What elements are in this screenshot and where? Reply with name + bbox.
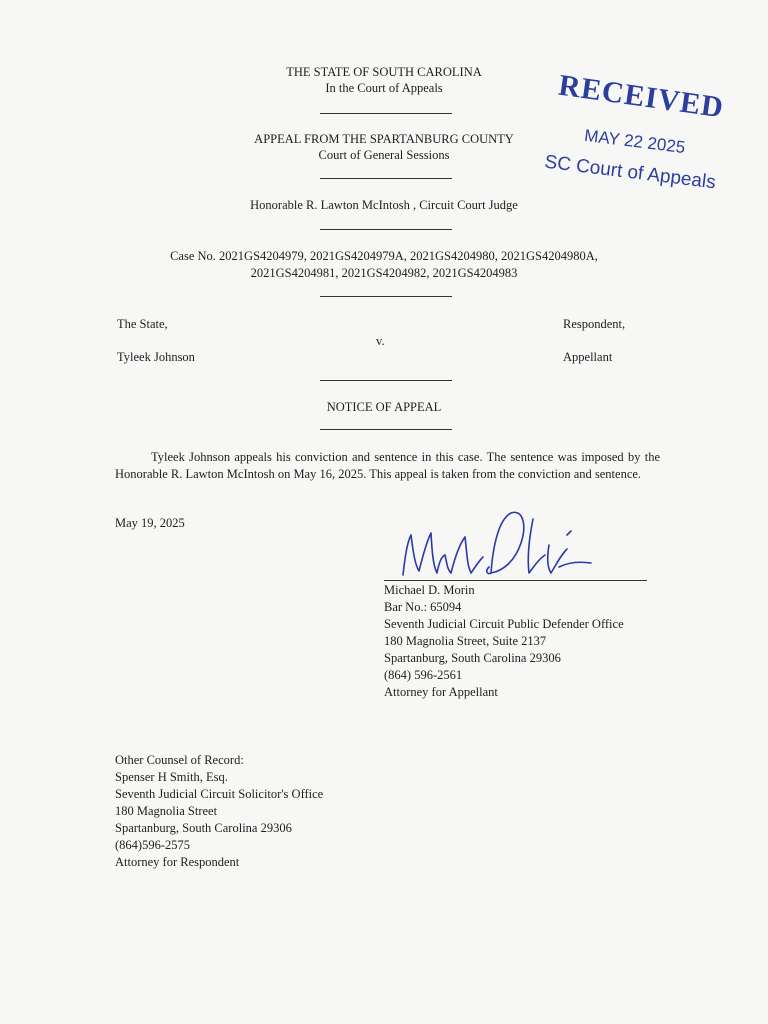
appeal-from-heading: APPEAL FROM THE SPARTANBURG COUNTY [254, 132, 514, 146]
divider [320, 113, 452, 114]
filing-date: May 19, 2025 [115, 516, 185, 530]
counsel-phone: (864)596-2575 [115, 838, 190, 852]
counsel-office: Seventh Judicial Circuit Solicitor's Office [115, 787, 324, 801]
handwritten-signature [395, 505, 595, 583]
signature-block [384, 582, 624, 701]
divider [320, 296, 452, 297]
counsel-address-line-2: Spartanburg, South Carolina 29306 [115, 821, 292, 835]
attorney-address-line-1: 180 Magnolia Street, Suite 2137 [384, 634, 547, 648]
bar-number: Bar No.: 65094 [384, 600, 462, 614]
attorney-name: Michael D. Morin [384, 583, 475, 597]
document-title: NOTICE OF APPEAL [326, 400, 442, 414]
case-numbers-line-2: 2021GS4204981, 2021GS4204982, 2021GS4204983 [250, 266, 518, 280]
counsel-role: Attorney for Respondent [115, 855, 240, 869]
judge-line: Honorable R. Lawton McIntosh , Circuit Court Judge [250, 198, 518, 212]
case-numbers-line-1: Case No. 2021GS4204979, 2021GS4204979A, 2021GS4204980, 2021GS4204980A, [170, 249, 598, 263]
other-counsel-heading: Other Counsel of Record: [115, 753, 244, 767]
defendant-name: Tyleek Johnson [117, 350, 195, 364]
other-counsel-block [115, 752, 323, 871]
attorney-office: Seventh Judicial Circuit Public Defender Office [384, 617, 624, 631]
stamp-court: SC Court of Appeals [543, 151, 717, 194]
attorney-address-line-2: Spartanburg, South Carolina 29306 [384, 651, 561, 665]
defendant-role: Appellant [563, 350, 613, 364]
signature-line [384, 580, 647, 581]
notice-body: Tyleek Johnson appeals his conviction and sentence in this case. The sentence was imposed by the Honorable R. Lawton McIntosh on May 16, 2025. This appeal is taken from the conviction and sentence. [115, 450, 660, 481]
divider [320, 229, 452, 230]
stamp-date: MAY 22 2025 [583, 125, 687, 158]
counsel-address-line-1: 180 Magnolia Street [115, 804, 218, 818]
stamp-received-text: RECEIVED [556, 68, 726, 125]
state-heading: THE STATE OF SOUTH CAROLINA [286, 65, 482, 79]
divider [320, 429, 452, 430]
attorney-phone: (864) 596-2561 [384, 668, 463, 682]
plaintiff-name: The State, [117, 317, 168, 331]
court-heading: In the Court of Appeals [325, 81, 443, 95]
lower-court-heading: Court of General Sessions [318, 148, 450, 162]
divider [320, 380, 452, 381]
divider [320, 178, 452, 179]
attorney-role: Attorney for Appellant [384, 685, 498, 699]
received-stamp [540, 68, 760, 212]
plaintiff-role: Respondent, [563, 317, 626, 331]
counsel-name: Spenser H Smith, Esq. [115, 770, 228, 784]
versus: v. [376, 334, 385, 348]
